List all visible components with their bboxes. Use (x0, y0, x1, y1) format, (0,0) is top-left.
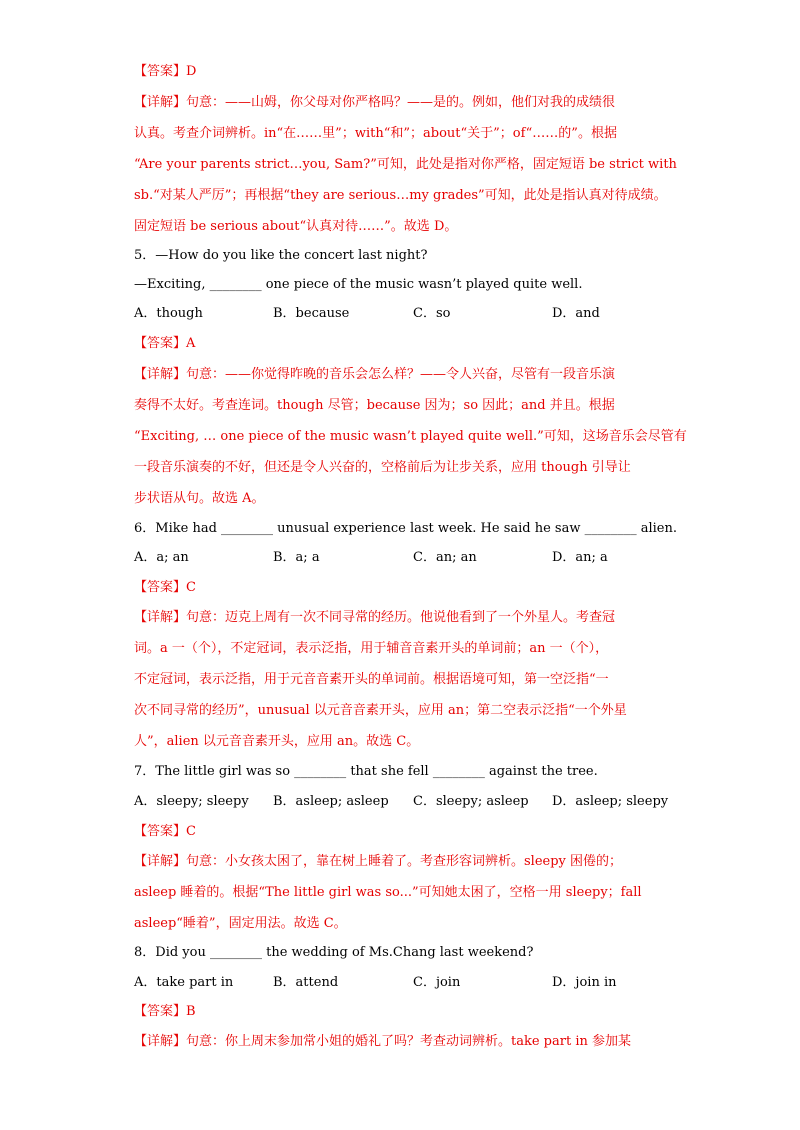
explanation-line: 人”，alien 以元音音素开头，应用 an。故选 C。 (134, 734, 420, 749)
option-d: D．join in (552, 975, 617, 990)
explanation-line: “Are your parents strict…you, Sam?”可知，此处是指对你严格，固定短语 be strict with (134, 157, 677, 172)
option-a: A．a; an (134, 550, 189, 565)
explanation-line: 词。a 一（个），不定冠词，表示泛指，用于辅音音素开头的单词前；an 一（个）， (134, 641, 609, 656)
question-line: 5．—How do you like the concert last night? (134, 248, 428, 263)
option-a: A．take part in (134, 975, 234, 990)
explanation-line: 【详解】句意：迈克上周有一次不同寻常的经历。他说他看到了一个外星人。考查冠 (134, 610, 616, 625)
explanation-line: 固定短语 be serious about“认真对待……”。故选 D。 (134, 219, 458, 234)
option-c: C．sleepy; asleep (413, 794, 529, 809)
explanation-line: 步状语从句。故选 A。 (134, 491, 265, 506)
answer-label: 【答案】D (134, 64, 197, 79)
option-b: B．because (273, 306, 350, 321)
explanation-line: 认真。考查介词辨析。in“在……里”；with“和”；about“关于”；of“……的”。根据 (134, 126, 617, 141)
explanation-line: 次不同寻常的经历”，unusual 以元音音素开头，应用 an；第二空表示泛指“一个外星 (134, 703, 627, 718)
explanation-line: 【详解】句意：——山姆，你父母对你严格吗？——是的。例如，他们对我的成绩很 (134, 95, 616, 110)
answer-label: 【答案】C (134, 824, 196, 839)
explanation-line: 【详解】句意：你上周末参加常小姐的婚礼了吗？考查动词辨析。take part in 参加某 (134, 1034, 631, 1049)
question-line: 6．Mike had ________ unusual experience last week. He said he saw ________ alien. (134, 521, 678, 536)
option-b: B．asleep; asleep (273, 794, 389, 809)
option-d: D．an; a (552, 550, 608, 565)
explanation-line: 【详解】句意：小女孩太困了，靠在树上睡着了。考查形容词辨析。sleepy 困倦的； (134, 854, 623, 869)
option-b: B．attend (273, 975, 339, 990)
option-c: C．an; an (413, 550, 477, 565)
question-line: 7．The little girl was so ________ that she fell ________ against the tree. (134, 764, 598, 779)
question-line: —Exciting, ________ one piece of the music wasn’t played quite well. (134, 277, 583, 292)
explanation-line: sb.“对某人严厉”；再根据“they are serious…my grades”可知，此处是指认真对待成绩。 (134, 188, 667, 203)
option-c: C．so (413, 306, 451, 321)
option-d: D．asleep; sleepy (552, 794, 669, 809)
explanation-line: 一段音乐演奏的不好，但还是令人兴奋的，空格前后为让步关系，应用 though 引导让 (134, 460, 631, 475)
explanation-line: asleep 睡着的。根据“The little girl was so...”可知她太困了，空格一用 sleepy；fall (134, 885, 642, 900)
answer-label: 【答案】A (134, 336, 196, 351)
explanation-line: 不定冠词，表示泛指，用于元音音素开头的单词前。根据语境可知，第一空泛指“一 (134, 672, 609, 687)
explanation-line: 奏得不太好。考查连词。though 尽管；because 因为；so 因此；and 并且。根据 (134, 398, 615, 413)
explanation-line: 【详解】句意：——你觉得昨晚的音乐会怎么样？——令人兴奋，尽管有一段音乐演 (134, 367, 616, 382)
answer-label: 【答案】C (134, 580, 196, 595)
question-line: 8．Did you ________ the wedding of Ms.Chang last weekend? (134, 945, 534, 960)
explanation-line: “Exciting, … one piece of the music wasn’t played quite well.”可知，这场音乐会尽管有 (134, 429, 687, 444)
option-a: A．sleepy; sleepy (134, 794, 249, 809)
option-b: B．a; a (273, 550, 320, 565)
option-a: A．though (134, 306, 203, 321)
option-d: D．and (552, 306, 600, 321)
answer-label: 【答案】B (134, 1004, 196, 1019)
option-c: C．join (413, 975, 461, 990)
explanation-line: asleep“睡着”，固定用法。故选 C。 (134, 916, 347, 931)
